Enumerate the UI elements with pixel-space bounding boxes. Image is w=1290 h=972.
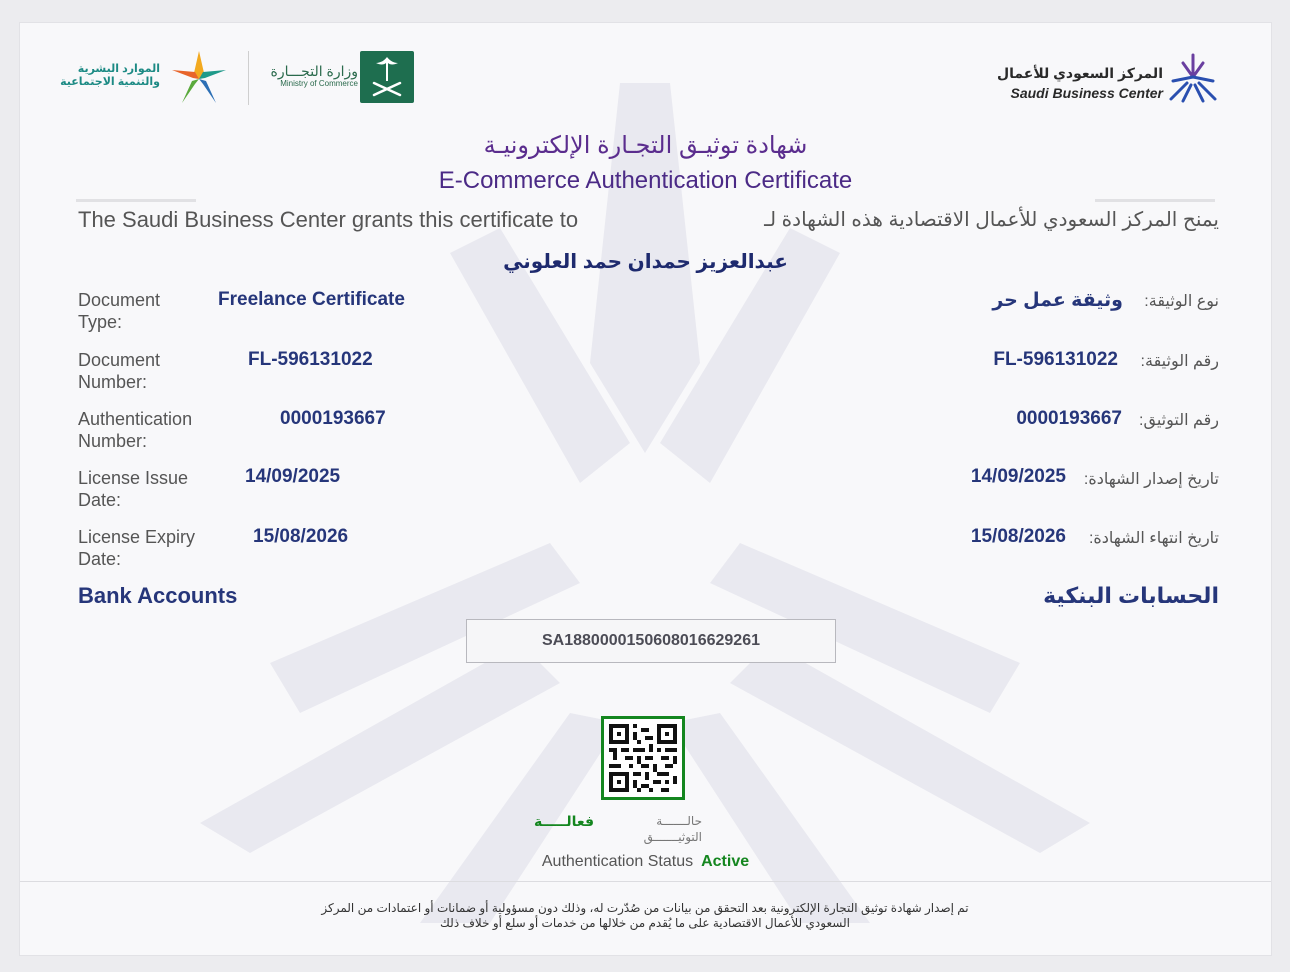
- expiry-date-value: 15/08/2026: [253, 526, 349, 547]
- qr-code-icon: [609, 724, 677, 792]
- sbc-name-ar: المركز السعودي للأعمال: [996, 65, 1163, 81]
- sbc-name-en: Saudi Business Center: [1010, 85, 1163, 101]
- footer-divider: [20, 881, 1271, 882]
- authentication-number-label: Authentication Number:: [78, 409, 193, 451]
- footer-line-1: تم إصدار شهادة توثيق التجارة الإلكترونية بعد التحقق من بيانات من صُدّرت له، وذلك دون مسؤولية أو ضمانات أو اعتمادات من المركز: [321, 901, 969, 915]
- divider-left: [76, 199, 196, 202]
- qr-code[interactable]: [601, 716, 685, 800]
- document-number-label-ar: رقم الوثيقة:: [1140, 353, 1219, 370]
- expiry-date-label: License Expiry Date:: [78, 527, 196, 569]
- hr-ministry-star-icon: [164, 49, 234, 109]
- footer-line-2: السعودي للأعمال الاقتصادية على ما يُقدم من خلالها من خدمات أو سلع أو خلاف ذلك: [440, 916, 850, 930]
- status-value-ar: فعالـــــة: [534, 813, 594, 829]
- expiry-date-label-ar: تاريخ انتهاء الشهادة:: [1088, 530, 1219, 547]
- certificate-page: [19, 22, 1272, 956]
- document-number-label: Document Number:: [78, 350, 161, 392]
- document-type-label-ar: نوع الوثيقة:: [1144, 293, 1219, 310]
- issue-date-value-ar: 14/09/2025: [970, 466, 1066, 487]
- status-label-ar: حالـــــــة التوثيـــــــق: [643, 814, 702, 844]
- grant-statement-en: The Saudi Business Center grants this certificate to: [78, 207, 579, 232]
- sbc-logo: [991, 51, 1221, 107]
- issue-date-label-ar: تاريخ إصدار الشهادة:: [1083, 471, 1219, 488]
- status-badge: Active: [701, 853, 750, 870]
- sbc-mark-icon: [1165, 51, 1221, 107]
- issue-date-label: License Issue Date:: [78, 468, 189, 510]
- certificate-holder-name: عبدالعزيز حمدان حمد العلوني: [503, 251, 788, 273]
- expiry-date-value-ar: 15/08/2026: [970, 526, 1066, 547]
- footer-disclaimer: [320, 901, 970, 931]
- divider-right: [1095, 199, 1215, 202]
- authentication-number-value-ar: 0000193667: [1016, 408, 1122, 429]
- iban-box: SA1880000150608016629261: [466, 619, 836, 663]
- issue-date-value: 14/09/2025: [245, 466, 341, 487]
- document-number-value: FL-596131022: [248, 349, 373, 370]
- status-label: Authentication Status: [541, 853, 694, 870]
- ministry-logos: [60, 49, 420, 109]
- authentication-status: [20, 853, 1271, 871]
- certificate-title-en: E-Commerce Authentication Certificate: [438, 167, 853, 194]
- document-number-value-ar: FL-596131022: [993, 349, 1118, 370]
- bank-accounts-heading: Bank Accounts: [78, 583, 238, 608]
- document-type-value-ar: وثيقة عمل حر: [992, 290, 1123, 311]
- logo-divider: [248, 51, 249, 105]
- authentication-number-value: 0000193667: [280, 408, 386, 429]
- grant-statement-ar: يمنح المركز السعودي للأعمال الاقتصادية هذه الشهادة لـ: [764, 209, 1219, 231]
- bank-accounts-heading-ar: الحسابات البنكية: [1043, 583, 1219, 608]
- certificate-title-ar: شهادة توثيـق التجـارة الإلكترونيـة: [483, 132, 808, 159]
- commerce-ministry-name: وزارة التجـــارة Ministry of Commerce: [270, 63, 358, 88]
- hr-ministry-name: الموارد البشرية والتنمية الاجتماعية: [60, 63, 160, 88]
- document-type-value: Freelance Certificate: [218, 289, 405, 310]
- saudi-emblem-icon: [360, 51, 414, 103]
- authentication-number-label-ar: رقم التوثيق:: [1139, 412, 1219, 429]
- document-type-label: Document Type:: [78, 290, 161, 332]
